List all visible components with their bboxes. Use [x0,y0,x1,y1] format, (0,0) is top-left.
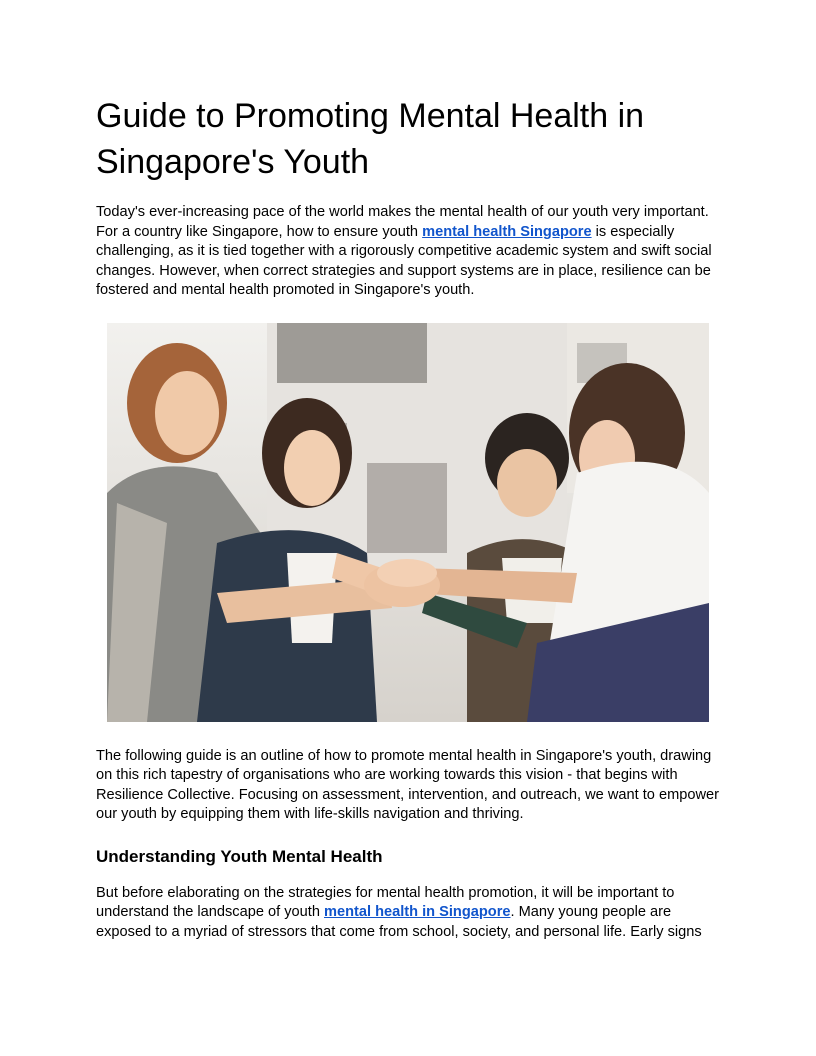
group-hands-stacked-photo-icon [107,323,709,722]
mental-health-in-singapore-link[interactable]: mental health in Singapore [324,904,511,920]
document-title: Guide to Promoting Mental Health in Singapore's Youth [96,97,645,181]
youth-group-photo [107,323,709,722]
section-text-after-link: . Many young people are exposed to a myriad of stressors that come from school, society, and personal life. Early signs [96,904,702,940]
document-page [96,93,720,942]
section-paragraph [96,884,720,943]
intro-text-before-link: Today's ever-increasing pace of the world makes the mental health of our youth very important. For a country like Singapore, how to ensure youth [96,204,709,240]
guide-outline-paragraph: The following guide is an outline of how to promote mental health in Singapore's youth, drawing on this rich tapestry of organisations who are working towards this vision - that begins with Resilience Collective. Focusing on assessment, intervention, and outreach, we want to empower our youth by equipping them with life-skills navigation and thriving. [96,747,719,822]
mental-health-singapore-link[interactable]: mental health Singapore [422,223,592,240]
section-heading: Understanding Youth Mental Health [96,846,383,866]
intro-paragraph [96,203,720,301]
section-text-before-link: But before elaborating on the strategies for mental health promotion, it will be important to understand the landscape of youth [96,884,675,920]
intro-text-after-link: is especially challenging, as it is tied together with a rigorously competitive academic system and swift social changes. However, when correct strategies and support systems are in place, resilience can be fostered and mental health promoted in Singapore's youth. [96,223,712,298]
